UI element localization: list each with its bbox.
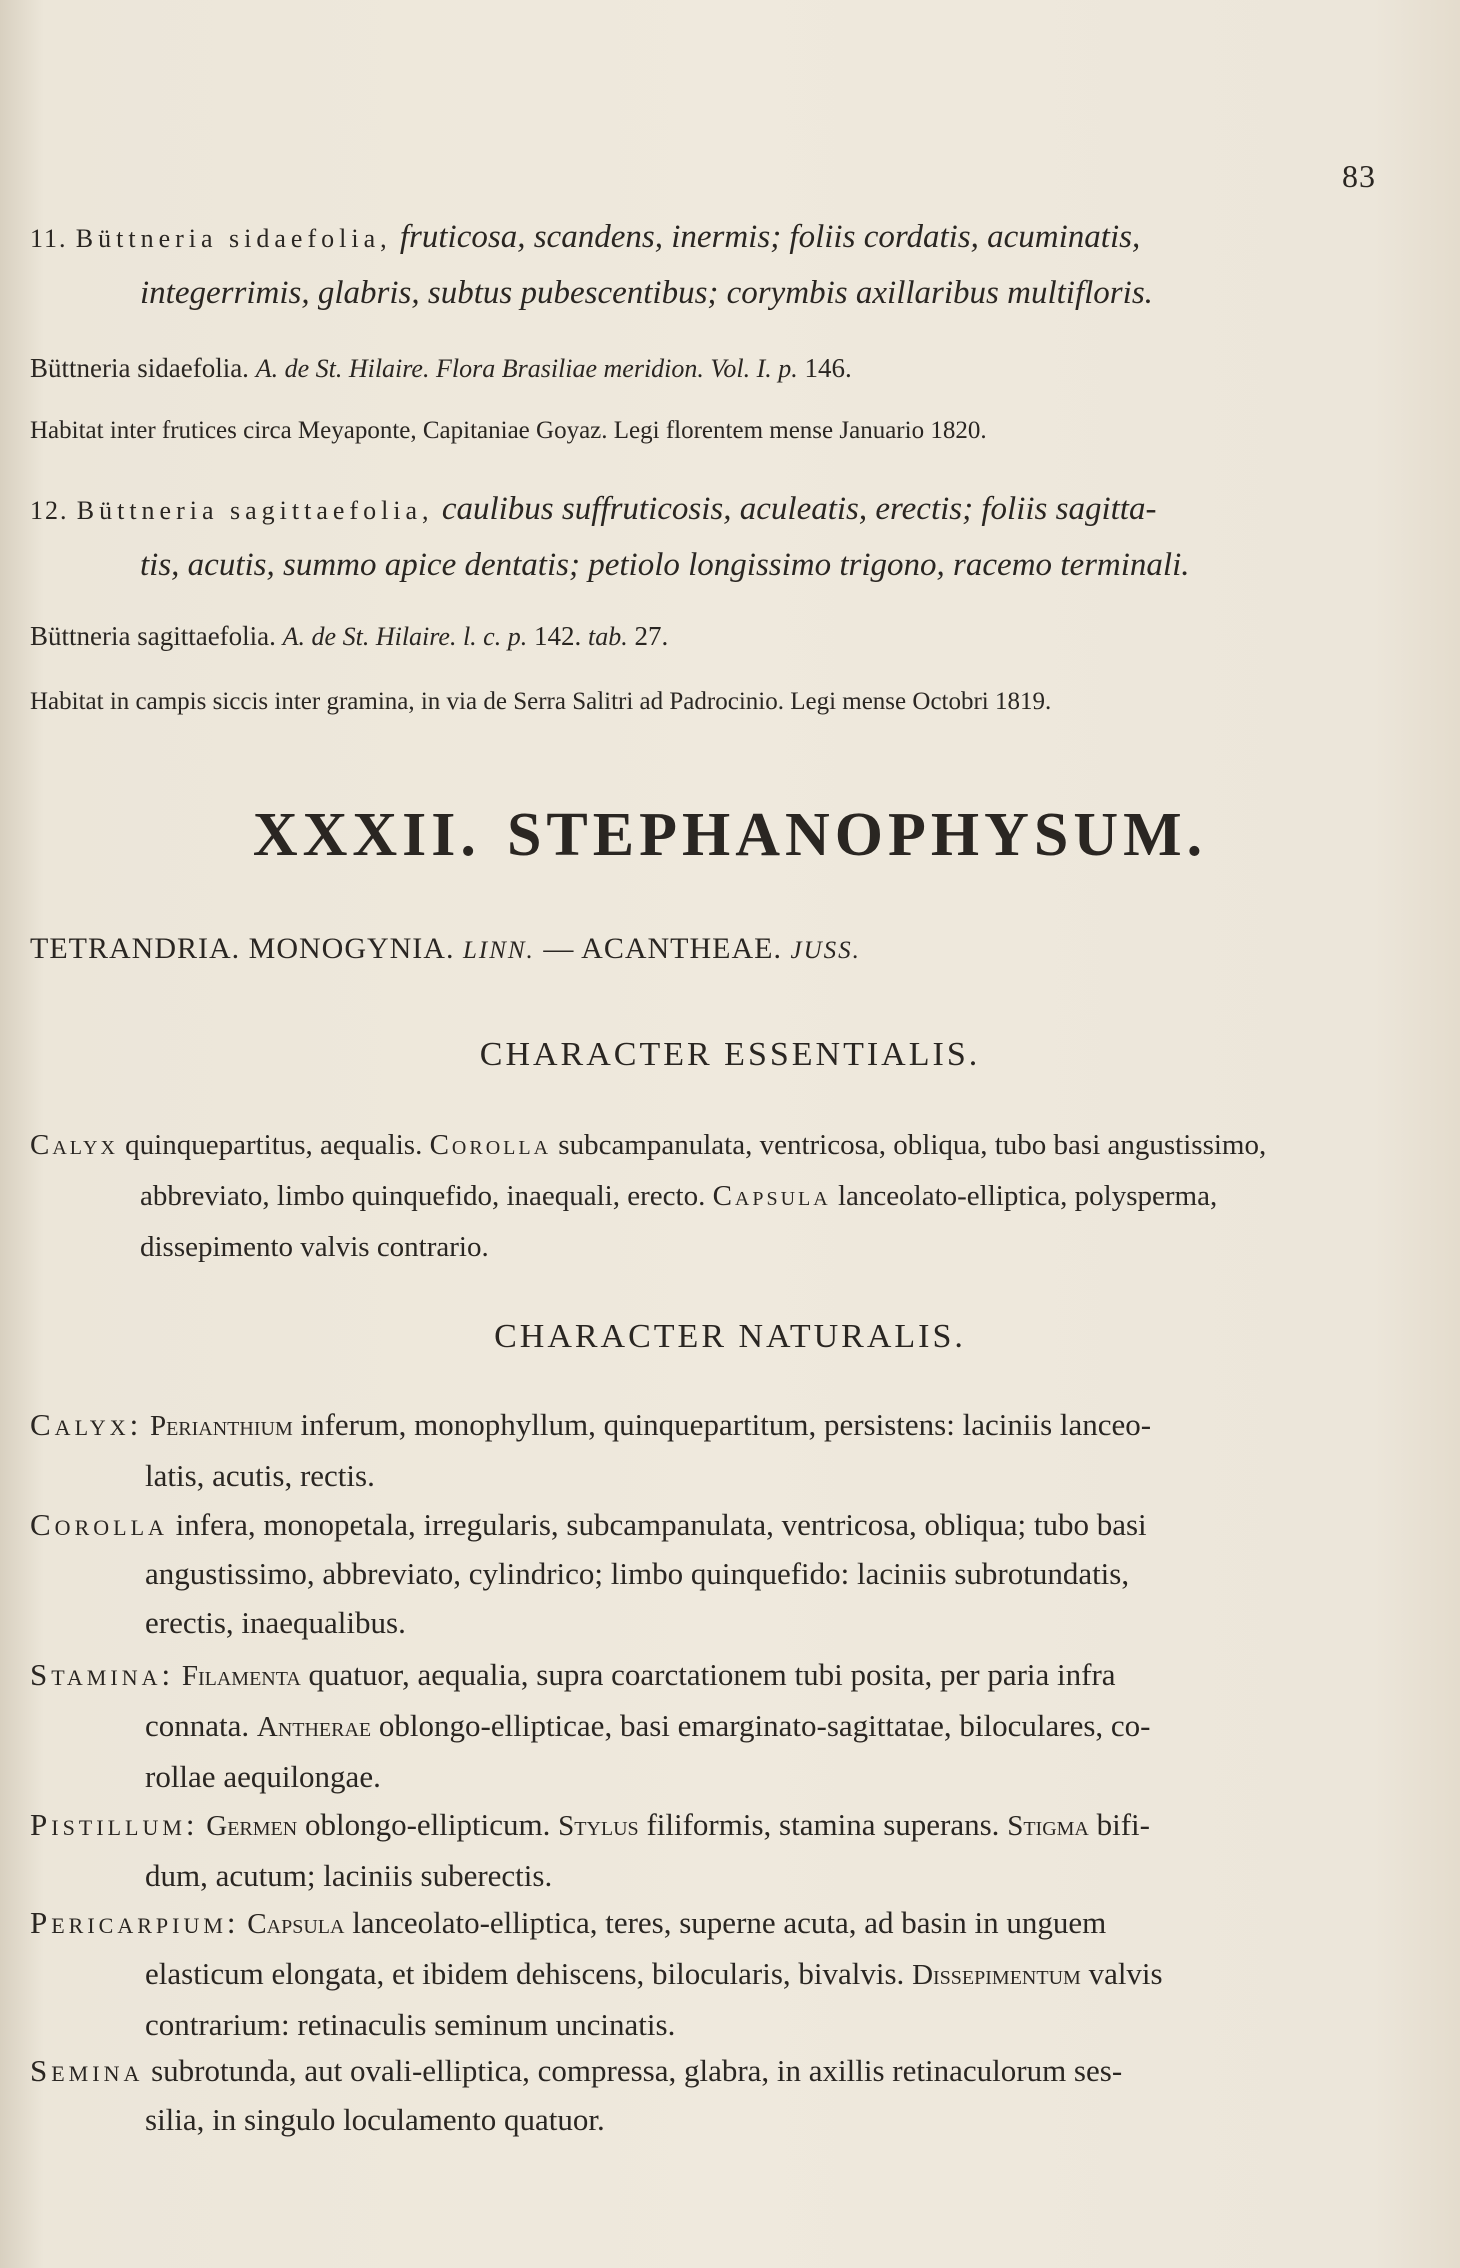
text: oblongo-ellipticae, basi emarginato-sagittatae, biloculares, co- xyxy=(378,1708,1151,1743)
species-habitat-12: Habitat in campis siccis inter gramina, in via de Serra Salitri ad Padrocinio. Legi mense Octobri 1819. xyxy=(30,688,1052,715)
term-germen: Germen xyxy=(206,1810,298,1842)
naturalis-line: angustissimo, abbreviato, cylindrico; limbo quinquefido: laciniis subrotundatis, xyxy=(145,1556,1130,1591)
essentialis-line xyxy=(30,1171,1390,1222)
text: abbreviato, limbo quinquefido, inaequali, erecto. xyxy=(140,1180,706,1212)
genus-name: STEPHANOPHYSUM. xyxy=(506,801,1208,869)
reference-page: 142. xyxy=(533,621,582,651)
species-description-line xyxy=(30,210,1390,266)
reference-tab: tab. xyxy=(587,622,628,651)
species-number: 12. xyxy=(30,496,69,525)
genus-number: XXXII. xyxy=(252,801,481,869)
essentialis-line xyxy=(30,1120,1390,1171)
species-entry-12 xyxy=(30,482,1390,592)
species-number: 11. xyxy=(30,224,68,253)
species-reference-11 xyxy=(30,348,1390,389)
naturalis-line xyxy=(30,1500,1390,1549)
text: inferum, monophyllum, quinquepartitum, persistens: laciniis lanceo- xyxy=(300,1407,1152,1442)
text: subrotunda, aut ovali-elliptica, compressa, glabra, in axillis retinaculorum ses- xyxy=(151,2053,1123,2088)
naturalis-corolla xyxy=(30,1500,1390,1647)
text: filiformis, stamina superans. xyxy=(646,1807,1000,1842)
species-diagnosis-cont: tis, acutis, summo apice dentatis; petiolo longissimo trigono, racemo terminali. xyxy=(140,547,1190,583)
species-diagnosis-cont: integerrimis, glabris, subtus pubescentibus; corymbis axillaribus multifloris. xyxy=(140,275,1153,311)
reference-source: A. de St. Hilaire. l. c. p. xyxy=(282,622,528,651)
species-name: Büttneria sidaefolia, xyxy=(75,224,392,253)
species-entry-11 xyxy=(30,210,1390,320)
naturalis-calyx xyxy=(30,1400,1390,1500)
naturalis-line xyxy=(30,1898,1390,1949)
naturalis-semina xyxy=(30,2046,1390,2144)
naturalis-line: rollae aequilongae. xyxy=(145,1759,381,1794)
classification-author-2: JUSS. xyxy=(790,937,861,964)
term-calyx: Calyx xyxy=(30,1129,118,1161)
term-dissepimentum: Dissepimentum xyxy=(912,1959,1081,1991)
species-description-line xyxy=(30,482,1390,538)
species-reference-12 xyxy=(30,616,1390,657)
term-filamenta: Filamenta xyxy=(181,1660,301,1692)
classification-dash: — xyxy=(543,932,575,965)
text: lanceolato-elliptica, polysperma, xyxy=(837,1180,1218,1212)
term-perianthium: Perianthium xyxy=(149,1410,293,1442)
term-corolla: Corolla xyxy=(429,1129,552,1161)
species-diagnosis: fruticosa, scandens, inermis; foliis cordatis, acuminatis, xyxy=(399,219,1141,255)
genus-heading xyxy=(0,800,1460,871)
reference-name: Büttneria sagittaefolia. xyxy=(30,621,276,651)
naturalis-line: silia, in singulo loculamento quatuor. xyxy=(145,2102,605,2137)
text: oblongo-ellipticum. xyxy=(304,1807,551,1842)
text: bifi- xyxy=(1096,1807,1150,1842)
term-pistillum: Pistillum: xyxy=(30,1807,199,1842)
naturalis-line xyxy=(30,1800,1390,1851)
text: quatuor, aequalia, supra coarctationem tubi posita, per paria infra xyxy=(308,1657,1116,1692)
classification-jussieu: ACANTHEAE. xyxy=(581,932,782,965)
naturalis-pericarpium xyxy=(30,1898,1390,2049)
term-stamina: Stamina: xyxy=(30,1657,175,1692)
classification-line xyxy=(30,932,1390,966)
classification-author-1: LINN. xyxy=(462,937,535,964)
naturalis-line: erectis, inaequalibus. xyxy=(145,1605,406,1640)
page-number: 83 xyxy=(1342,158,1376,194)
naturalis-stamina xyxy=(30,1650,1390,1801)
naturalis-line xyxy=(30,1949,1390,2000)
term-capsula: Capsula xyxy=(712,1180,831,1212)
naturalis-line xyxy=(30,1650,1390,1701)
species-name: Büttneria sagittaefolia, xyxy=(76,496,434,525)
term-antherae: Antherae xyxy=(256,1711,372,1743)
term-semina: Semina xyxy=(30,2053,144,2088)
term-stylus: Stylus xyxy=(558,1810,639,1842)
term-capsula: Capsula xyxy=(247,1908,345,1940)
naturalis-line: dum, acutum; laciniis suberectis. xyxy=(145,1858,553,1893)
naturalis-line xyxy=(30,1400,1390,1451)
reference-source: A. de St. Hilaire. Flora Brasiliae meridion. Vol. I. p. xyxy=(255,354,798,383)
essentialis-line: dissepimento valvis contrario. xyxy=(140,1231,489,1263)
text: lanceolato-elliptica, teres, superne acuta, ad basin in unguem xyxy=(352,1905,1107,1940)
term-calyx: Calyx: xyxy=(30,1407,143,1442)
text: infera, monopetala, irregularis, subcampanulata, ventricosa, obliqua; tubo basi xyxy=(175,1507,1147,1542)
text: subcampanulata, ventricosa, obliqua, tubo basi angustissimo, xyxy=(558,1129,1267,1161)
species-habitat-11: Habitat inter frutices circa Meyaponte, Capitaniae Goyaz. Legi florentem mense Januario 1820. xyxy=(30,417,987,444)
text: connata. xyxy=(145,1708,250,1743)
classification-linnean: TETRANDRIA. MONOGYNIA. xyxy=(30,932,455,965)
naturalis-line: contrarium: retinaculis seminum uncinatis. xyxy=(145,2007,676,2042)
naturalis-line: latis, acutis, rectis. xyxy=(145,1458,375,1493)
naturalis-pistillum xyxy=(30,1800,1390,1900)
essentialis-paragraph xyxy=(30,1120,1390,1273)
naturalis-line xyxy=(30,2046,1390,2095)
term-stigma: Stigma xyxy=(1007,1810,1089,1842)
reference-tab-number: 27. xyxy=(634,621,669,651)
text: valvis xyxy=(1088,1956,1163,1991)
reference-page: 146. xyxy=(804,353,852,383)
section-title-naturalis: CHARACTER NATURALIS. xyxy=(494,1318,966,1355)
term-pericarpium: Pericarpium: xyxy=(30,1905,240,1940)
text: elasticum elongata, et ibidem dehiscens, bilocularis, bivalvis. xyxy=(145,1956,905,1991)
naturalis-line xyxy=(30,1701,1390,1752)
text: quinquepartitus, aequalis. xyxy=(125,1129,423,1161)
species-diagnosis: caulibus suffruticosis, aculeatis, erectis; foliis sagitta- xyxy=(441,491,1157,527)
term-corolla: Corolla xyxy=(30,1507,168,1542)
section-title-essentialis: CHARACTER ESSENTIALIS. xyxy=(479,1036,981,1073)
reference-name: Büttneria sidaefolia. xyxy=(30,353,249,383)
